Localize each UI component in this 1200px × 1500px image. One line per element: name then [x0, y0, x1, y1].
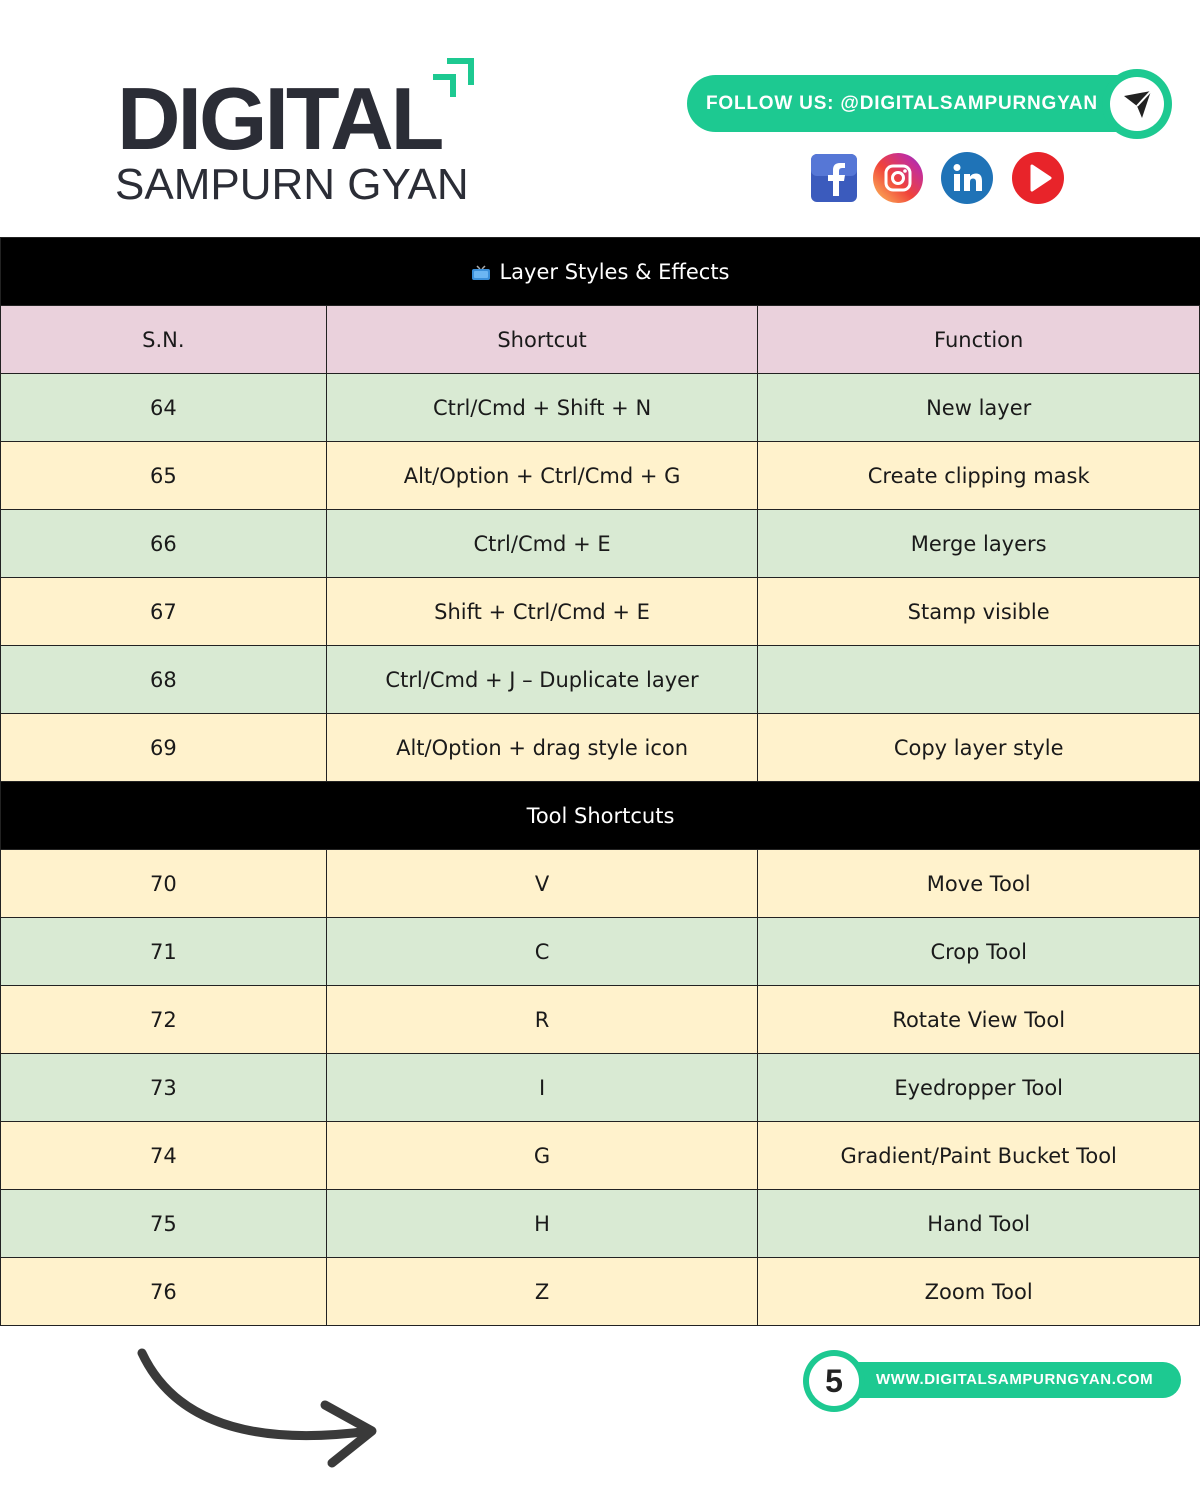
- shortcuts-table: [0, 237, 1200, 1326]
- table-row: [1, 1054, 1200, 1122]
- logo-sub-text: SAMPURN GYAN: [115, 160, 469, 209]
- cell-sn: 64: [1, 374, 327, 442]
- linkedin-icon[interactable]: [941, 152, 993, 204]
- cell-sn: 68: [1, 646, 327, 714]
- table-row: [1, 374, 1200, 442]
- page-number: 5: [809, 1356, 859, 1406]
- cell-sn: 67: [1, 578, 327, 646]
- column-header-function: Function: [758, 306, 1200, 374]
- cell-sn: 65: [1, 442, 327, 510]
- cell-shortcut: G: [327, 1122, 759, 1190]
- cell-shortcut: R: [327, 986, 759, 1054]
- section-header-layer-styles: [1, 238, 1200, 306]
- table-row: [1, 918, 1200, 986]
- cell-shortcut: C: [327, 918, 759, 986]
- cell-function: Create clipping mask: [758, 442, 1200, 510]
- table-row: [1, 1122, 1200, 1190]
- cell-function: [758, 646, 1200, 714]
- table-row: [1, 986, 1200, 1054]
- logo-main-text: DIGITAL: [117, 69, 442, 168]
- cell-shortcut: V: [327, 850, 759, 918]
- cell-function: Hand Tool: [758, 1190, 1200, 1258]
- curved-arrow-icon: [130, 1345, 390, 1475]
- cell-function: Merge layers: [758, 510, 1200, 578]
- follow-banner[interactable]: [687, 75, 1147, 132]
- table-header-row: [1, 306, 1200, 374]
- cell-shortcut: Alt/Option + drag style icon: [327, 714, 759, 782]
- cell-shortcut: I: [327, 1054, 759, 1122]
- cell-sn: 76: [1, 1258, 327, 1326]
- table-row: [1, 510, 1200, 578]
- cell-shortcut: Ctrl/Cmd + Shift + N: [327, 374, 759, 442]
- table-row: [1, 442, 1200, 510]
- cell-function: Crop Tool: [758, 918, 1200, 986]
- follow-label: FOLLOW US: @DIGITALSAMPURNGYAN: [706, 93, 1098, 114]
- cell-function: New layer: [758, 374, 1200, 442]
- table-row: [1, 646, 1200, 714]
- table-row: [1, 1190, 1200, 1258]
- column-header-sn: S.N.: [1, 306, 327, 374]
- cell-sn: 75: [1, 1190, 327, 1258]
- table-row: [1, 850, 1200, 918]
- cell-sn: 71: [1, 918, 327, 986]
- table-row: [1, 714, 1200, 782]
- instagram-icon[interactable]: [872, 152, 924, 204]
- send-button[interactable]: [1102, 69, 1172, 139]
- cell-sn: 66: [1, 510, 327, 578]
- cell-sn: 74: [1, 1122, 327, 1190]
- table-row: [1, 1258, 1200, 1326]
- website-link[interactable]: [832, 1362, 1181, 1398]
- page-number-badge: [803, 1350, 865, 1412]
- section-header-tool-shortcuts: [1, 782, 1200, 850]
- cell-function: Eyedropper Tool: [758, 1054, 1200, 1122]
- cell-function: Copy layer style: [758, 714, 1200, 782]
- cell-sn: 69: [1, 714, 327, 782]
- facebook-icon[interactable]: [809, 152, 861, 204]
- cell-shortcut: Z: [327, 1258, 759, 1326]
- section-title: Tool Shortcuts: [526, 803, 675, 828]
- cell-shortcut: H: [327, 1190, 759, 1258]
- cell-sn: 70: [1, 850, 327, 918]
- send-icon: [1120, 87, 1154, 121]
- cell-function: Move Tool: [758, 850, 1200, 918]
- cell-sn: 72: [1, 986, 327, 1054]
- column-header-shortcut: Shortcut: [327, 306, 759, 374]
- cell-shortcut: Ctrl/Cmd + J – Duplicate layer: [327, 646, 759, 714]
- cell-sn: 73: [1, 1054, 327, 1122]
- brand-logo: [115, 55, 495, 215]
- table-row: [1, 578, 1200, 646]
- youtube-icon[interactable]: [1012, 152, 1064, 204]
- cell-function: Zoom Tool: [758, 1258, 1200, 1326]
- cell-function: Gradient/Paint Bucket Tool: [758, 1122, 1200, 1190]
- section-title: Layer Styles & Effects: [499, 259, 730, 284]
- tv-icon: [471, 265, 491, 281]
- website-text: WWW.DIGITALSAMPURNGYAN.COM: [876, 1371, 1154, 1388]
- cell-function: Rotate View Tool: [758, 986, 1200, 1054]
- cell-function: Stamp visible: [758, 578, 1200, 646]
- cell-shortcut: Ctrl/Cmd + E: [327, 510, 759, 578]
- social-links: [809, 152, 1069, 204]
- cell-shortcut: Shift + Ctrl/Cmd + E: [327, 578, 759, 646]
- cell-shortcut: Alt/Option + Ctrl/Cmd + G: [327, 442, 759, 510]
